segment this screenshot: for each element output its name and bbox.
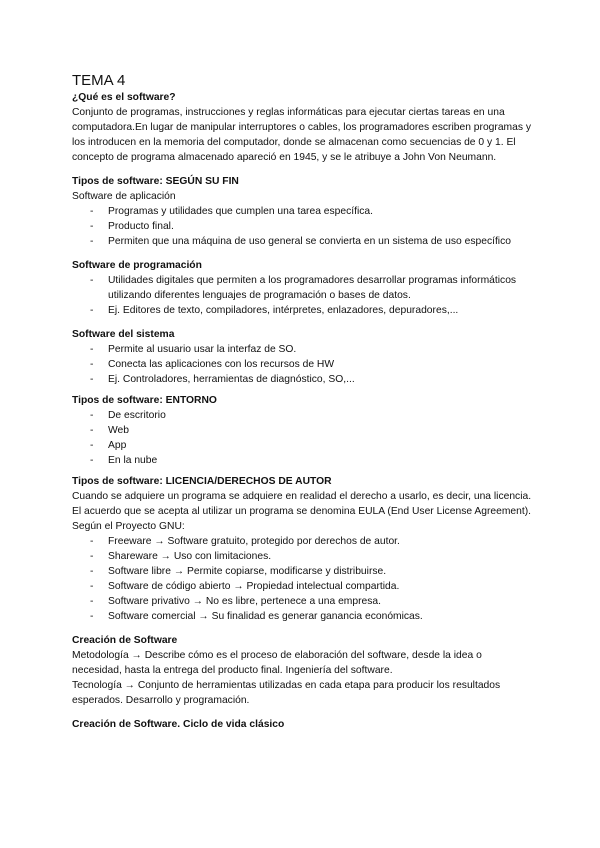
list-item: - App xyxy=(72,438,532,453)
list-item: - Web xyxy=(72,423,532,438)
paragraph: Cuando se adquiere un programa se adquiere en realidad el derecho a usarlo, es decir, una licencia. El acuerdo que se acepta al utilizar un programa se denomina EULA (End User License Agreement). Según el Proyecto GNU: xyxy=(72,491,532,532)
bullet-list xyxy=(72,273,532,318)
list-item: - Ej. Controladores, herramientas de diagnóstico, SO,... xyxy=(72,372,532,387)
list-item: - Software de código abierto → Propiedad intelectual compartida. xyxy=(72,579,532,594)
list-item: - En la nube xyxy=(72,453,532,468)
list-item: - Producto final. xyxy=(72,219,532,234)
section-types-by-purpose xyxy=(72,174,532,249)
section-software-creation xyxy=(72,633,532,708)
list-item: - Permiten que una máquina de uso general se convierta en un sistema de uso específico xyxy=(72,234,532,249)
section-what-is-software xyxy=(72,90,532,165)
section-heading: Creación de Software xyxy=(72,635,178,646)
list-item: - Freeware → Software gratuito, protegido por derechos de autor. xyxy=(72,534,532,549)
section-heading: Tipos de software: LICENCIA/DERECHOS DE AUTOR xyxy=(72,476,332,487)
section-heading: Creación de Software. Ciclo de vida clásico xyxy=(72,719,285,730)
list-item: - De escritorio xyxy=(72,408,532,423)
list-item: - Software privativo → No es libre, pertenece a una empresa. xyxy=(72,594,532,609)
section-heading: Software del sistema xyxy=(72,329,175,340)
section-programming-software xyxy=(72,258,532,318)
bullet-list xyxy=(72,204,532,249)
section-heading: Tipos de software: ENTORNO xyxy=(72,395,217,406)
paragraph: Tecnología → Conjunto de herramientas utilizadas en cada etapa para producir los resultados esperados. Desarrollo y programación. xyxy=(72,680,501,706)
document-page xyxy=(72,72,532,732)
list-item: - Software libre → Permite copiarse, modificarse y distribuirse. xyxy=(72,564,532,579)
section-types-license xyxy=(72,474,532,624)
section-system-software xyxy=(72,327,532,387)
bullet-list xyxy=(72,342,532,387)
subheading: Software de aplicación xyxy=(72,191,176,202)
section-heading: ¿Qué es el software? xyxy=(72,92,176,103)
page-title: TEMA 4 xyxy=(72,72,126,89)
paragraph: Metodología → Describe cómo es el proceso de elaboración del software, desde la idea o necesidad, hasta la entrega del producto final. Ingeniería del software. xyxy=(72,650,482,676)
section-types-environment xyxy=(72,393,532,468)
list-item: - Conecta las aplicaciones con los recursos de HW xyxy=(72,357,532,372)
list-item: - Permite al usuario usar la interfaz de SO. xyxy=(72,342,532,357)
paragraph: Conjunto de programas, instrucciones y reglas informáticas para ejecutar ciertas tareas en una computadora.En lugar de manipular interruptores o cables, los programadores escriben programas y los introducen en la memoria del computador, donde se almacenan como secuencias de 0 y 1. El concepto de programa almacenado apareció en 1945, y se le atribuye a John Von Neumann. xyxy=(72,107,532,163)
list-item: - Ej. Editores de texto, compiladores, intérpretes, enlazadores, depuradores,... xyxy=(72,303,532,318)
bullet-list xyxy=(72,534,532,624)
list-item: - Shareware → Uso con limitaciones. xyxy=(72,549,532,564)
list-item: - Software comercial → Su finalidad es generar ganancia económicas. xyxy=(72,609,532,624)
section-heading: Software de programación xyxy=(72,260,202,271)
section-classic-lifecycle xyxy=(72,717,532,732)
bullet-list xyxy=(72,408,532,468)
list-item: - Utilidades digitales que permiten a los programadores desarrollar programas informáticos utilizando diferentes lenguajes de programación o bases de datos. xyxy=(72,273,532,303)
list-item: - Programas y utilidades que cumplen una tarea específica. xyxy=(72,204,532,219)
section-heading: Tipos de software: SEGÚN SU FIN xyxy=(72,176,239,187)
